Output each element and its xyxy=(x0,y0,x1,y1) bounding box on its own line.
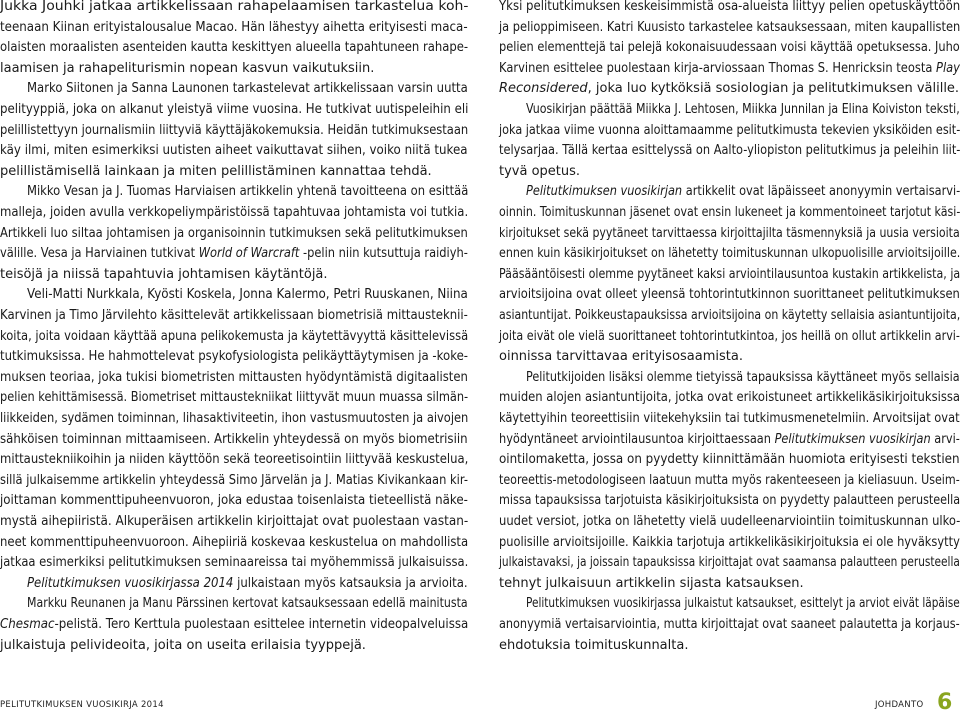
text-line: ja pelioppimiseen. Katri Kuusisto tarkastelee katsauksessaan, miten kaupallisten xyxy=(499,19,960,35)
text-line: Veli-Matti Nurkkala, Kyösti Koskela, Jonna Kalermo, Petri Ruuskanen, Niina xyxy=(27,287,468,303)
text-line: pelillistämisellä lainkaan ja miten pelillistäminen kannattaa tehdä. xyxy=(0,163,432,179)
text-line: missa tapauksissa tarjotuista käsikirjoituksista on pyydetty palautteen perusteella xyxy=(499,493,960,509)
text-line: Vuosikirjan päättää Miikka J. Lehtosen, Miikka Junnilan ja Elina Koiviston teksti, xyxy=(526,102,960,117)
text-line: jatkaa esimerkiksi pelitutkimuksen seminaareissa tai myöhemmissä julkaisuissa. xyxy=(0,555,469,571)
text-line: julkaistavaksi, ja joissain tapauksissa kirjoittajat ovat saamansa palautteen perusteella xyxy=(499,555,960,571)
text-line: käytettyihin teoreettisiin viitekehyksiin tai tutkimusmenetelmiin. Arvoitsijat ovat xyxy=(499,411,960,426)
text-line: koita, joita voidaan käyttää apuna pelikokemusta ja käytettävyyttä käsittelevissä xyxy=(0,328,469,344)
text-line: asiantuntijat. Poikkeustapauksissa arvioitsijoina on käytetty sellaisia asiantuntijoita, xyxy=(499,308,960,323)
text-line: julkaistuja pelivideoita, joita on useita erilaisia tyyppejä. xyxy=(0,637,366,653)
text-line: Mikko Vesan ja J. Tuomas Harviaisen artikkelin yhtenä tavoitteena on esittää xyxy=(27,184,469,200)
text-line: mystä aihepiiristä. Alkuperäisen artikkelin kirjoittajat ovat puolestaan vastan- xyxy=(0,514,469,529)
text-line: teoreettis-metodologiseen laatuun mutta myös rakenteeseen ja kieliasuun. Useim- xyxy=(499,472,960,488)
text-line: Pelitutkijoiden lisäksi olemme tietyissä tapauksissa käyttäneet myös sellaisia xyxy=(526,369,960,385)
text-line: Reconsidered, joka luo kytköksiä sosiologian ja pelitutkimuksen välille. xyxy=(499,81,960,97)
text-line: Markku Reunanen ja Manu Pärssinen kertovat katsauksessaan edellä mainitusta xyxy=(27,596,468,612)
text-line: arvioitsijoina ovat olleet yleensä tohtorintutkinnon suorittaneet pelitutkimuksen xyxy=(499,287,960,303)
text-line: Marko Siitonen ja Sanna Launonen tarkastelevat artikkelissaan varsin uutta xyxy=(27,81,468,97)
text-line: teenaan Kiinan erityistalousalue Macao. Hän lähestyy aihetta erityisesti maca- xyxy=(0,19,468,35)
text-line: neet kommenttipuheenvuoroon. Aihepiiriä koskevaa keskustelua on mahdollista xyxy=(0,534,469,550)
text-line: Pelitutkimuksen vuosikirjan artikkelit ovat läpäisseet anonyymin vertaisarvi- xyxy=(526,184,960,200)
text-line: ennen kuin käsikirjoitukset on lähetetty toimituskunnan ulkopuolisille arvioitsijoille. xyxy=(499,246,960,262)
text-line: Jukka Jouhki jatkaa artikkelissaan rahapelaamisen tarkastelua koh- xyxy=(0,0,469,14)
text-line: sillä julkaisemme artikkelin yhteydessä Simo Järvelän ja J. Matias Kivikankaan kir- xyxy=(0,472,468,488)
text-line: teisöjä ja niissä tapahtuvia johtamisen käytäntöjä. xyxy=(0,266,328,282)
text-line: telysarjaa. Tällä kertaa esittelyssä on Aalto-yliopiston pelitutkimus ja peleihin liit- xyxy=(499,143,960,159)
text-line: muiden alojen asiantuntijoita, jotka ovat erikoistuneet artikkelikäsikirjoituksissa xyxy=(499,390,960,406)
text-line: oinnissa tarvittavaa erityisosaamista. xyxy=(499,349,743,365)
text-line: Karvinen esittelee puolestaan kirja-arviossaan Thomas S. Henricksin teosta Play xyxy=(499,60,960,76)
text-line: Pelitutkimuksen vuosikirjassa julkaistut katsaukset, esittelyt ja arviot eivät läpäise xyxy=(526,596,960,612)
text-line: olaisten moraalisten asenteiden kautta keskittyen alueella tapahtuneen rahape- xyxy=(0,40,469,56)
text-line: kirjoitukset sekä pyytäneet tarvittaessa kirjoittajilta täsmennyksiä ja uusia versioita xyxy=(499,225,960,241)
text-line: anonyymiä vertaisarviointia, mutta kirjoittajat ovat saaneet palautetta ja korjaus- xyxy=(499,617,960,632)
text-line: pelityyppiä, joka on alkanut yleistyä viime vuosina. He tutkivat uutispeleihin eli xyxy=(0,102,469,117)
text-line: pelien kehittämisessä. Biometriset mittaustekniikat liittyvät muun muassa silmän- xyxy=(0,390,469,406)
text-line: sähköisen toiminnan mittaamiseen. Artikkelin yhteydessä on myös biometrisiin xyxy=(0,431,468,447)
text-line: Yksi pelitutkimuksen keskeisimmistä osa-alueista liittyy pelien opetuskäyttöön xyxy=(499,0,960,14)
text-line: Pääsääntöisesti olemme pyytäneet kaksi arviointilausuntoa kustakin artikkelista, ja xyxy=(499,266,960,282)
text-line: Pelitutkimuksen vuosikirjassa 2014 julkaistaan myös katsauksia ja arvioita. xyxy=(27,575,468,591)
text-line: välille. Vesa ja Harviainen tutkivat World of Warcraft -pelin niin kutsuttuja raidiyh- xyxy=(0,246,468,262)
text-line: oinnin. Toimituskunnan jäsenet ovat ensin lukeneet ja kommentoineet tarjotut käsi- xyxy=(499,205,960,220)
text-line: muksen teoriaa, joka tukisi biometristen mittausten hyödyntämistä digitaalisten xyxy=(0,369,468,385)
journal-name: PELITUTKIMUKSEN VUOSIKIRJA 2014 xyxy=(0,700,164,710)
text-line: tutkimuksissa. He hahmottelevat psykofysiologista pelikäyttäytymisen ja -koke- xyxy=(0,349,469,365)
text-line: pelillistettyyn journalismiin liittyviä käyttäjäkokemuksia. Heidän tutkimuksestaan xyxy=(0,122,469,138)
text-line: joita eivät ole vielä suorittaneet tohtorintutkintoa, jos heillä on ollut artikkelin arvi- xyxy=(499,328,960,344)
text-line: hyödyntäneet arviointilausuntoa kirjoittaessaan Pelitutkimuksen vuosikirjan arvi- xyxy=(499,431,960,447)
section-title: JOHDANTO xyxy=(875,700,924,710)
page-number: 6 xyxy=(937,690,953,715)
text-line: käy ilmi, miten esimerkiksi uutisten aiheet vaikuttavat siihen, voiko niitä tukea xyxy=(0,143,468,159)
text-line: ehdotuksia toimituskunnalta. xyxy=(499,637,689,653)
text-line: joittaman kommenttipuheenvuoron, joka edustaa toisenlaista tieteellistä näke- xyxy=(0,493,468,509)
text-line: mittaustekniikoihin ja niiden käyttöön sekä teoreetisointiin liittyvää keskustelua, xyxy=(0,452,469,468)
text-line: malleja, joiden avulla verkkopeliympäristöissä tapahtuvaa johtamista voi tutkia. xyxy=(0,205,469,220)
text-line: Chesmac-pelistä. Tero Kerttula puolestaan esittelee internetin videopalveluissa xyxy=(0,617,469,632)
text-line: laamisen ja rahapeliturismin nopean kasvun vaikutuksiin. xyxy=(0,60,375,76)
text-line: Karvinen ja Timo Järvilehto käsittelevät artikkelissaan biometrisiä mittausteknii- xyxy=(0,308,468,323)
text-line: tehnyt julkaisuun artikkelin sijasta katsauksen. xyxy=(499,575,804,591)
text-line: pelien elementtejä tai pelejä kokonaisuudessaan voisi käyttää opetuksessa. Juho xyxy=(499,40,960,56)
text-line: Artikkeli luo siltaa johtamisen ja organisoinnin tutkimuksen sekä pelitutkimuksen xyxy=(0,225,468,241)
text-line: tyvä opetus. xyxy=(499,163,581,179)
text-line: ointilomaketta, jossa on pyydetty kiinnittämään huomiota erityisesti tekstien xyxy=(499,452,960,468)
text-line: uudet versiot, jotka on lähetetty vielä uudelleenarviointiin toimituskunnan ulko- xyxy=(499,514,960,529)
text-line: joka jatkaa viime vuonna aloittamaamme pelitutkimusta tekevien yksiköiden esit- xyxy=(499,122,960,138)
text-line: puolisille arvioitsijoille. Kaikkia tarjotuja artikkelikäsikirjoituksia ei ole hyväksytty xyxy=(499,534,960,550)
text-line: liikkeiden, sydämen toiminnan, lihasaktiviteetin, ihon vastusmuutosten ja aivojen xyxy=(0,411,469,426)
